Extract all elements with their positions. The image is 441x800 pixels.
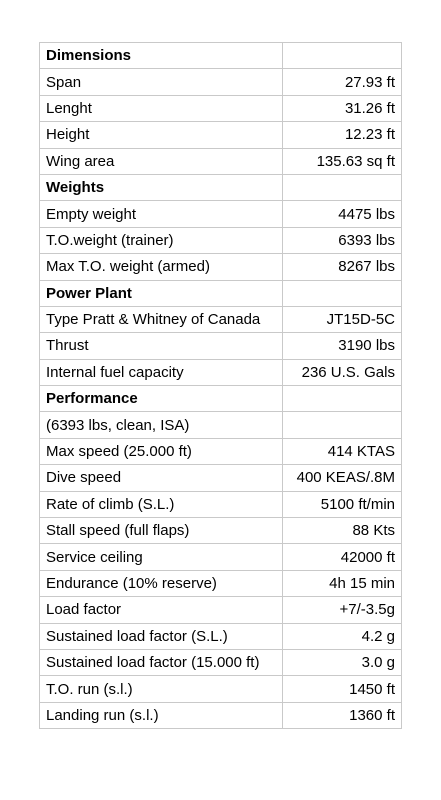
row-label: Landing run (s.l.) [40, 702, 283, 728]
section-value-cell [283, 386, 402, 412]
table-row [40, 95, 402, 121]
table-row [40, 676, 402, 702]
row-value: 3190 lbs [283, 333, 402, 359]
table-row [40, 359, 402, 385]
row-value: 4h 15 min [283, 570, 402, 596]
row-value: 27.93 ft [283, 69, 402, 95]
table-row [40, 306, 402, 332]
row-value: 31.26 ft [283, 95, 402, 121]
table-row [40, 122, 402, 148]
row-label: Stall speed (full flaps) [40, 518, 283, 544]
row-value: 12.23 ft [283, 122, 402, 148]
table-row [40, 702, 402, 728]
section-heading: Performance [40, 386, 283, 412]
section-heading: Weights [40, 174, 283, 200]
table-row [40, 227, 402, 253]
row-value [283, 412, 402, 438]
row-label: Max T.O. weight (armed) [40, 254, 283, 280]
table-row [40, 491, 402, 517]
row-value: 42000 ft [283, 544, 402, 570]
row-label: Height [40, 122, 283, 148]
row-value: +7/-3.5g [283, 597, 402, 623]
row-value: 88 Kts [283, 518, 402, 544]
row-value: 135.63 sq ft [283, 148, 402, 174]
row-label: Dive speed [40, 465, 283, 491]
table-row [40, 438, 402, 464]
row-label: Endurance (10% reserve) [40, 570, 283, 596]
row-label: T.O. run (s.l.) [40, 676, 283, 702]
section-row-weights [40, 174, 402, 200]
row-label: Empty weight [40, 201, 283, 227]
row-label: (6393 lbs, clean, ISA) [40, 412, 283, 438]
table-row [40, 570, 402, 596]
section-value-cell [283, 280, 402, 306]
table-row [40, 333, 402, 359]
specifications-table-body [40, 43, 402, 729]
table-row [40, 465, 402, 491]
table-row [40, 69, 402, 95]
row-label: Internal fuel capacity [40, 359, 283, 385]
row-label: Service ceiling [40, 544, 283, 570]
section-value-cell [283, 43, 402, 69]
row-value: 3.0 g [283, 649, 402, 675]
table-row [40, 518, 402, 544]
row-value: 4475 lbs [283, 201, 402, 227]
row-label: Max speed (25.000 ft) [40, 438, 283, 464]
table-row [40, 597, 402, 623]
row-label: T.O.weight (trainer) [40, 227, 283, 253]
section-heading: Power Plant [40, 280, 283, 306]
row-label: Span [40, 69, 283, 95]
row-value: 4.2 g [283, 623, 402, 649]
specifications-table [39, 42, 402, 729]
row-value: 236 U.S. Gals [283, 359, 402, 385]
section-value-cell [283, 174, 402, 200]
row-label: Thrust [40, 333, 283, 359]
row-label: Rate of climb (S.L.) [40, 491, 283, 517]
row-label: Sustained load factor (S.L.) [40, 623, 283, 649]
row-value: 400 KEAS/.8M [283, 465, 402, 491]
table-row [40, 623, 402, 649]
row-value: 8267 lbs [283, 254, 402, 280]
row-label: Type Pratt & Whitney of Canada [40, 306, 283, 332]
table-row [40, 544, 402, 570]
table-row [40, 412, 402, 438]
row-value: 6393 lbs [283, 227, 402, 253]
row-label: Wing area [40, 148, 283, 174]
row-label: Sustained load factor (15.000 ft) [40, 649, 283, 675]
section-row-dimensions [40, 43, 402, 69]
row-value: 1450 ft [283, 676, 402, 702]
table-row [40, 649, 402, 675]
table-row [40, 254, 402, 280]
row-label: Lenght [40, 95, 283, 121]
row-value: JT15D-5C [283, 306, 402, 332]
table-row [40, 148, 402, 174]
table-row [40, 201, 402, 227]
section-heading: Dimensions [40, 43, 283, 69]
section-row-performance [40, 386, 402, 412]
row-value: 414 KTAS [283, 438, 402, 464]
row-value: 1360 ft [283, 702, 402, 728]
row-label: Load factor [40, 597, 283, 623]
row-value: 5100 ft/min [283, 491, 402, 517]
section-row-power-plant [40, 280, 402, 306]
